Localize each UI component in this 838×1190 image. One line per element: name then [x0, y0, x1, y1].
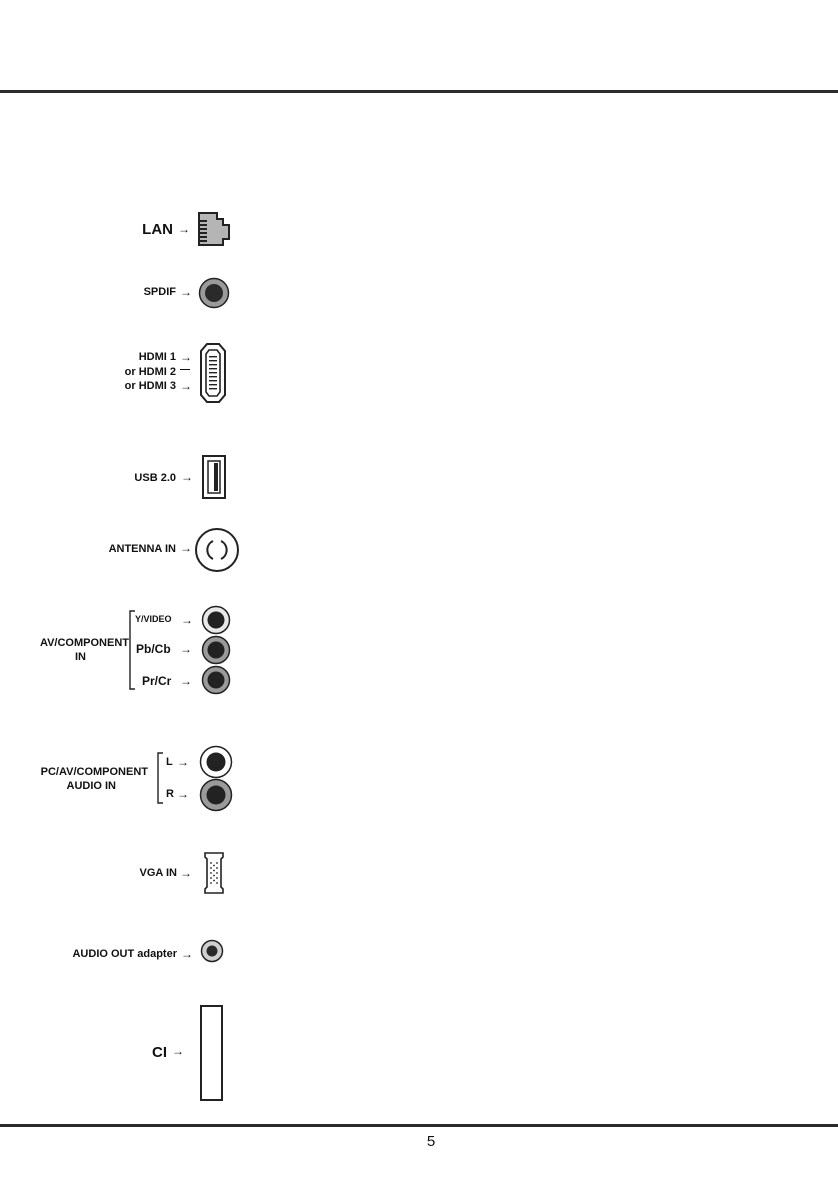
hdmi2-label: or HDMI 2 — [124, 366, 176, 378]
y-video-label: Y/VIDEO — [135, 614, 172, 624]
left-audio-jack-icon — [199, 745, 233, 779]
av-component-label-line2: IN — [75, 651, 86, 663]
antenna-label: ANTENNA IN — [108, 543, 176, 555]
header-rule — [0, 90, 838, 93]
antenna-arrow: → — [180, 541, 192, 555]
y-video-jack-icon — [201, 605, 231, 635]
pr-cr-arrow: → — [180, 674, 192, 688]
hdmi-port-icon — [199, 342, 227, 404]
pc-audio-label-line2: AUDIO IN — [66, 780, 116, 792]
pb-cb-jack-icon — [201, 635, 231, 665]
page-number: 5 — [426, 1133, 436, 1150]
vga-label: VGA IN — [139, 867, 177, 879]
lan-arrow: → — [178, 222, 190, 236]
pc-audio-bracket — [156, 752, 164, 804]
right-audio-jack-icon — [199, 778, 233, 812]
audio-out-arrow: → — [181, 947, 193, 961]
usb-port-icon — [200, 453, 228, 501]
lan-port-icon — [197, 211, 233, 247]
hdmi2-dash: — — [180, 364, 190, 375]
usb-label: USB 2.0 — [134, 472, 176, 484]
hdmi1-label: HDMI 1 — [138, 351, 176, 363]
spdif-label: SPDIF — [143, 286, 176, 298]
left-audio-arrow: → — [177, 755, 189, 769]
lan-label: LAN — [142, 221, 173, 238]
usb-arrow: → — [181, 470, 193, 484]
pr-cr-label: Pr/Cr — [142, 674, 172, 688]
audio-out-jack-icon — [200, 939, 224, 963]
ci-arrow: → — [172, 1044, 184, 1058]
right-audio-arrow: → — [177, 787, 189, 801]
right-audio-label: R — [166, 788, 174, 800]
spdif-port-icon — [198, 277, 230, 309]
ci-label: CI — [152, 1044, 167, 1061]
hdmi3-label: or HDMI 3 — [124, 380, 176, 392]
pr-cr-jack-icon — [201, 665, 231, 695]
y-video-arrow: → — [181, 613, 193, 627]
vga-arrow: → — [180, 866, 192, 880]
left-audio-label: L — [166, 756, 173, 768]
ci-slot-icon — [200, 1005, 223, 1101]
av-component-label-line1: AV/COMPONENT — [39, 637, 129, 649]
spdif-arrow: → — [180, 285, 192, 299]
pb-cb-label: Pb/Cb — [136, 642, 171, 656]
footer-rule — [0, 1124, 838, 1127]
pc-audio-label-line1: PC/AV/COMPONENT — [40, 766, 148, 778]
antenna-port-icon — [194, 527, 240, 573]
pb-cb-arrow: → — [180, 642, 192, 656]
vga-port-icon — [202, 850, 226, 896]
audio-out-label: AUDIO OUT adapter — [72, 948, 177, 960]
hdmi3-arrow: → — [180, 379, 192, 393]
hdmi1-arrow: → — [180, 350, 192, 364]
